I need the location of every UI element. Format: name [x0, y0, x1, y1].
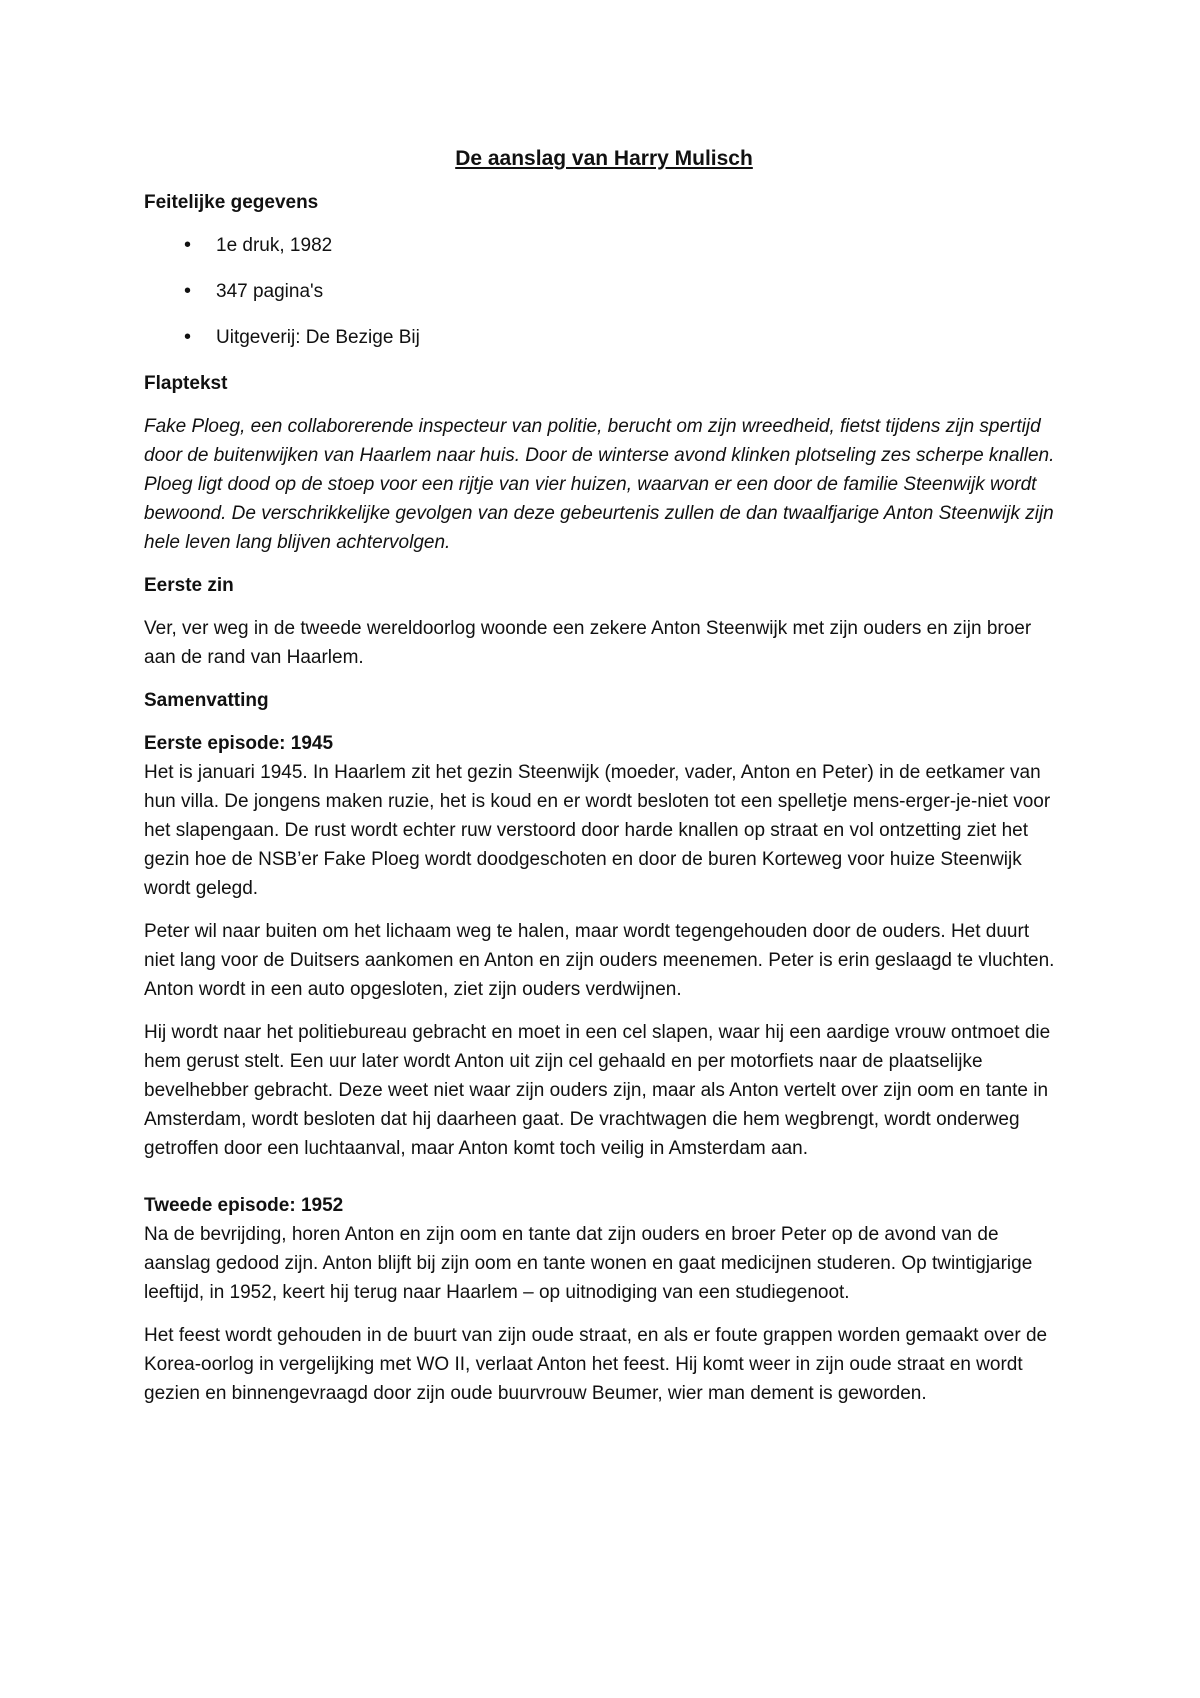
episode-2-paragraph-1: Na de bevrijding, horen Anton en zijn oom en tante dat zijn ouders en broer Peter op de avond van de aanslag gedood zijn. Anton blijft bij zijn oom en tante wonen en gaat medicijnen studeren. Op twintigjarige leeftijd, in 1952, keert hij terug naar Haarlem – op uitnodiging van een studiegenoot.: [144, 1224, 1033, 1303]
bullet-icon: •: [184, 326, 192, 348]
facts-list: [144, 231, 1064, 352]
bullet-icon: •: [184, 234, 192, 256]
episode-1-paragraph-1: Het is januari 1945. In Haarlem zit het gezin Steenwijk (moeder, vader, Anton en Peter) in de eetkamer van hun villa. De jongens maken ruzie, het is koud en er wordt besloten tot een spelletje mens-erger-je-niet voor het slapengaan. De rust wordt echter ruw verstoord door harde knallen op straat en vol ontzetting ziet het gezin hoe de NSB’er Fake Ploeg wordt doodgeschoten en door de buren Korteweg voor huize Steenwijk wordt gelegd.: [144, 762, 1051, 899]
eerste-zin-paragraph: Ver, ver weg in de tweede wereldoorlog woonde een zekere Anton Steenwijk met zijn ouders en zijn broer aan de rand van Haarlem.: [144, 618, 1032, 668]
bullet-icon: •: [184, 280, 192, 302]
heading-feitelijke-gegevens: Feitelijke gegevens: [144, 192, 319, 213]
list-item: [144, 323, 1064, 352]
episode-1: [144, 729, 1064, 903]
heading-eerste-zin: Eerste zin: [144, 575, 234, 596]
heading-flaptekst: Flaptekst: [144, 373, 228, 394]
episode-1-paragraph-2: Peter wil naar buiten om het lichaam weg te halen, maar wordt tegengehouden door de ouders. Het duurt niet lang voor de Duitsers aankomen en Anton en zijn ouders meenemen. Peter is erin geslaagd te vluchten. Anton wordt in een auto opgesloten, ziet zijn ouders verdwijnen.: [144, 921, 1055, 1000]
episode-2: [144, 1191, 1064, 1307]
fact-edition: 1e druk, 1982: [216, 235, 333, 256]
flaptekst-paragraph: Fake Ploeg, een collaborerende inspecteur van politie, berucht om zijn wreedheid, fietst tijdens zijn spertijd door de buitenwijken van Haarlem naar huis. Door de winterse avond klinken plotseling zes scherpe knallen. Ploeg ligt dood op de stoep voor een rijtje van vier huizen, waarvan er een door de familie Steenwijk wordt bewoond. De verschrikkelijke gevolgen van deze gebeurtenis zullen de dan twaalfjarige Anton Steenwijk zijn hele leven lang blijven achtervolgen.: [144, 416, 1055, 553]
episode-2-title: Tweede episode: 1952: [144, 1195, 344, 1216]
page-title: De aanslag van Harry Mulisch: [455, 147, 753, 170]
episode-1-title: Eerste episode: 1945: [144, 733, 334, 754]
list-item: [144, 277, 1064, 306]
fact-pages: 347 pagina's: [216, 281, 324, 302]
list-item: [144, 231, 1064, 260]
episode-1-paragraph-3: Hij wordt naar het politiebureau gebracht en moet in een cel slapen, waar hij een aardige vrouw ontmoet die hem gerust stelt. Een uur later wordt Anton uit zijn cel gehaald en per motorfiets naar de plaatselijke bevelhebber gebracht. Deze weet niet waar zijn ouders zijn, maar als Anton vertelt over zijn oom en tante in Amsterdam, wordt besloten dat hij daarheen gaat. De vrachtwagen die hem wegbrengt, wordt onderweg getroffen door een luchtaanval, maar Anton komt toch veilig in Amsterdam aan.: [144, 1022, 1051, 1159]
fact-publisher: Uitgeverij: De Bezige Bij: [216, 327, 420, 348]
episode-2-paragraph-2: Het feest wordt gehouden in de buurt van zijn oude straat, en als er foute grappen worden gemaakt over de Korea-oorlog in vergelijking met WO II, verlaat Anton het feest. Hij komt weer in zijn oude straat en wordt gezien en binnengevraagd door zijn oude buurvrouw Beumer, wier man dement is geworden.: [144, 1325, 1048, 1404]
document-body: [144, 144, 1064, 1422]
heading-samenvatting: Samenvatting: [144, 690, 269, 711]
